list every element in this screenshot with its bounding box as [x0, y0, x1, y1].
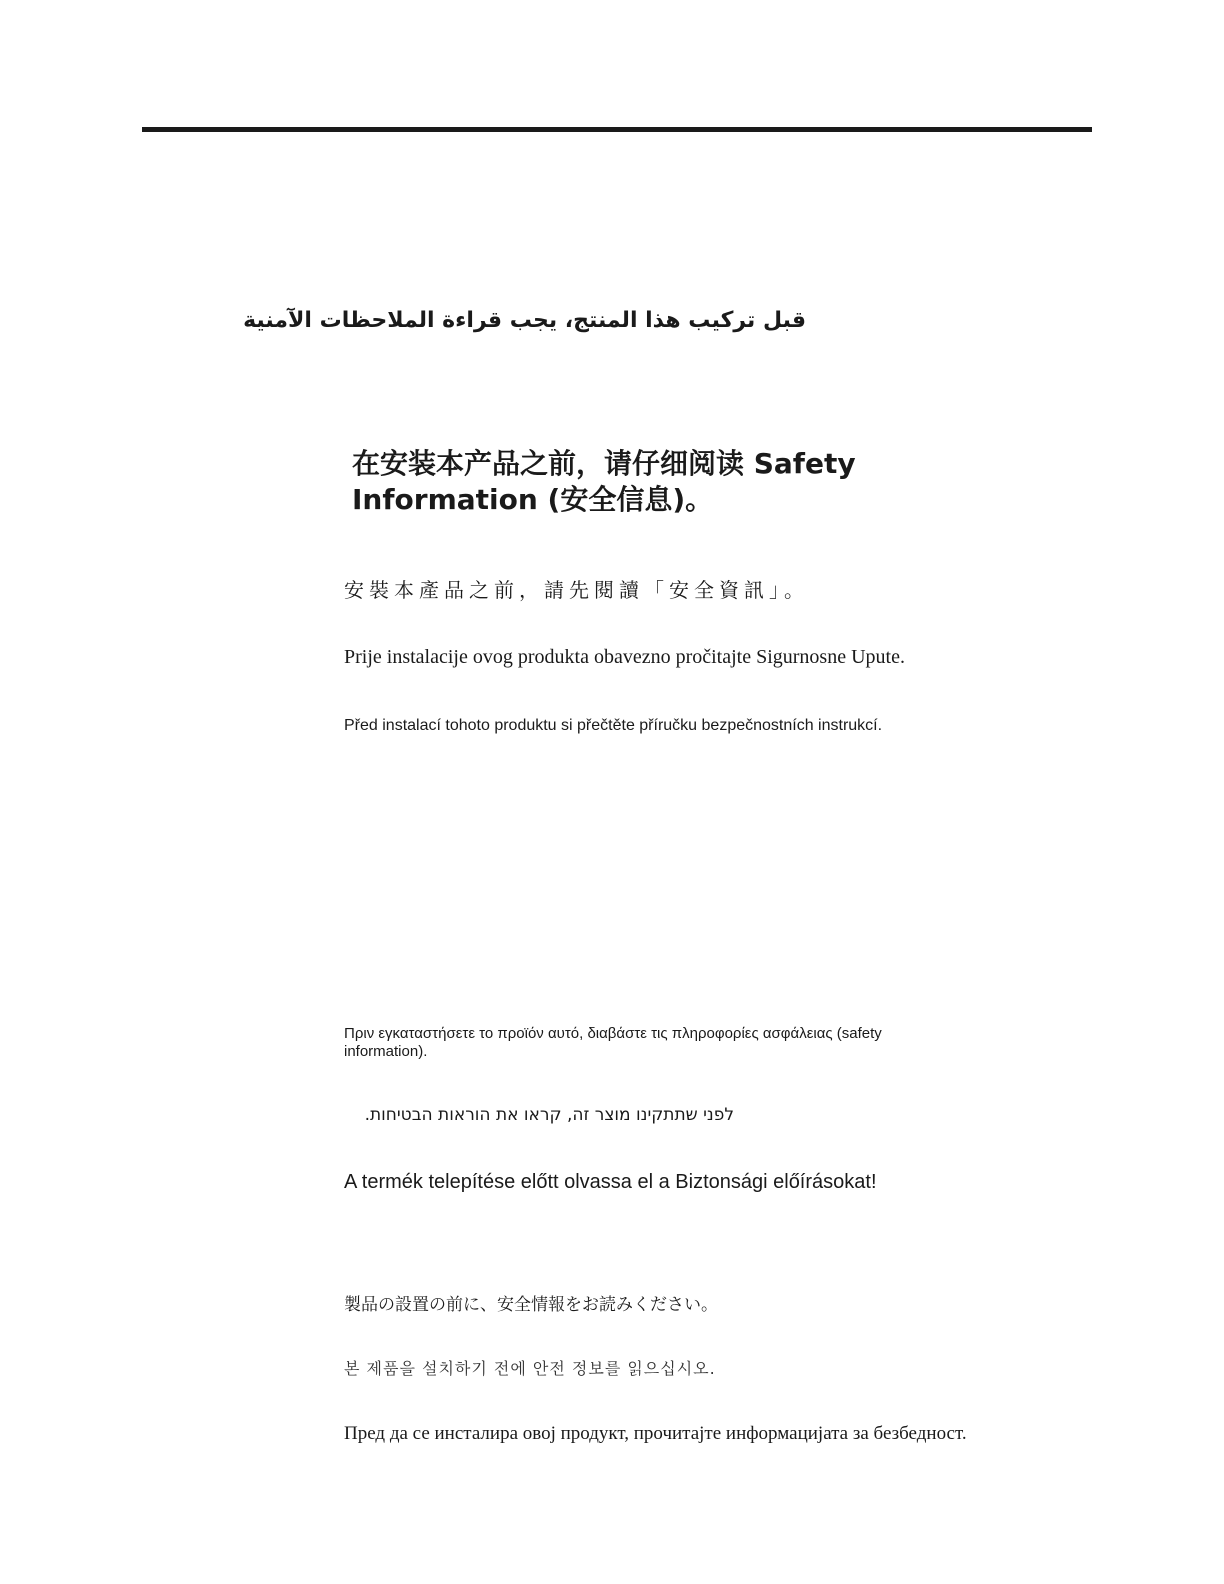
statement-arabic: قبل تركيب هذا المنتج، يجب قراءة الملاحظات الآمنية — [243, 308, 806, 333]
statement-chinese-simplified: 在安装本产品之前，请仔细阅读 Safety Information (安全信息)。 — [352, 447, 856, 516]
statement-croatian: Prije instalacije ovog produkta obavezno pročitajte Sigurnosne Upute. — [344, 646, 905, 668]
statement-greek: Πριν εγκαταστήσετε το προϊόν αυτό, διαβάστε τις πληροφορίες ασφάλειας (safety information). — [344, 1025, 882, 1060]
statement-chinese-traditional: 安裝本產品之前，請先閱讀「安全資訊」。 — [344, 578, 809, 602]
statement-japanese: 製品の設置の前に、安全情報をお読みください。 — [344, 1295, 718, 1315]
header-rule — [142, 127, 1092, 132]
statement-czech: Před instalací tohoto produktu si přečtěte příručku bezpečnostních instrukcí. — [344, 717, 883, 734]
statement-hebrew: לפני שתתקינו מוצר זה, קראו את הוראות הבטיחות. — [364, 1105, 734, 1125]
statement-korean: 본 제품을 설치하기 전에 안전 정보를 읽으십시오. — [344, 1359, 716, 1378]
statement-hungarian: A termék telepítése előtt olvassa el a Biztonsági előírásokat! — [344, 1171, 877, 1193]
statement-macedonian: Пред да се инсталира овој продукт, прочитајте информацијата за безбедност. — [344, 1423, 967, 1444]
